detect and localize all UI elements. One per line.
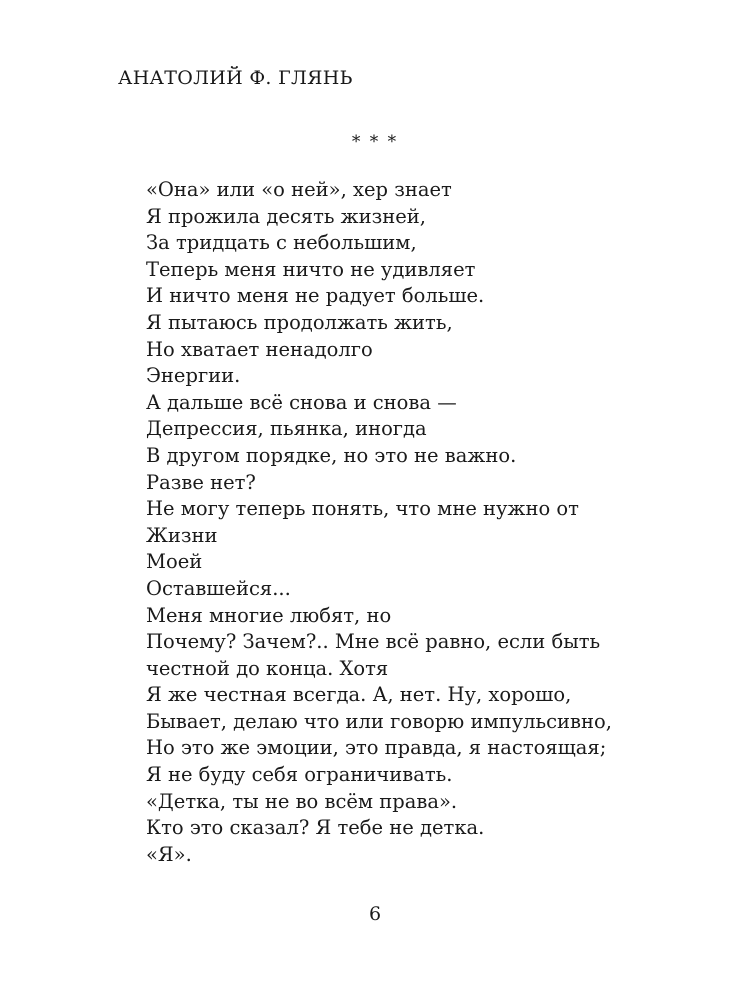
running-head-author: АНАТОЛИЙ Ф. ГЛЯНЬ <box>118 67 353 89</box>
poem-line: «Детка, ты не во всём права». <box>146 789 458 813</box>
poem-line: За тридцать с небольшим, <box>146 231 417 255</box>
poem-line: Я пытаюсь продолжать жить, <box>146 310 453 334</box>
poem-line: А дальше всё снова и снова — <box>146 390 457 414</box>
poem-line: «Я». <box>146 842 192 866</box>
poem-line: Депрессия, пьянка, иногда <box>146 417 427 441</box>
poem-line: Жизни <box>146 523 218 547</box>
poem-line: И ничто меня не радует больше. <box>146 284 485 308</box>
poem-line: честной до конца. Хотя <box>146 656 389 680</box>
page-number: 6 <box>368 903 382 925</box>
poem-line: Не могу теперь понять, что мне нужно от <box>146 497 579 521</box>
poem-line: Но это же эмоции, это правда, я настоящая; <box>146 736 607 760</box>
poem-text <box>146 177 612 868</box>
poem-line: Энергии. <box>146 364 241 388</box>
poem-line: Кто это сказал? Я тебе не детка. <box>146 816 485 840</box>
poem-line: Бывает, делаю что или говорю импульсивно, <box>146 709 612 733</box>
poem-line: Я не буду себя ограничивать. <box>146 763 453 787</box>
section-ornament: * * * <box>351 132 399 152</box>
poem-line: «Она» или «о ней», хер знает <box>146 178 452 201</box>
poem-line: Я прожила десять жизней, <box>146 204 426 228</box>
poem-line: Меня многие любят, но <box>146 603 392 627</box>
poem-line: Моей <box>146 550 203 574</box>
poem-line: Я же честная всегда. А, нет. Ну, хорошо, <box>146 683 572 707</box>
poem-line: Почему? Зачем?.. Мне всё равно, если быть <box>146 630 601 654</box>
poem-line: Разве нет? <box>146 470 256 494</box>
poem-line: Но хватает ненадолго <box>146 337 373 361</box>
poem-line: Теперь меня ничто не удивляет <box>146 257 476 281</box>
poem-line: В другом порядке, но это не важно. <box>146 443 517 467</box>
poem-line: Оставшейся... <box>146 576 291 600</box>
